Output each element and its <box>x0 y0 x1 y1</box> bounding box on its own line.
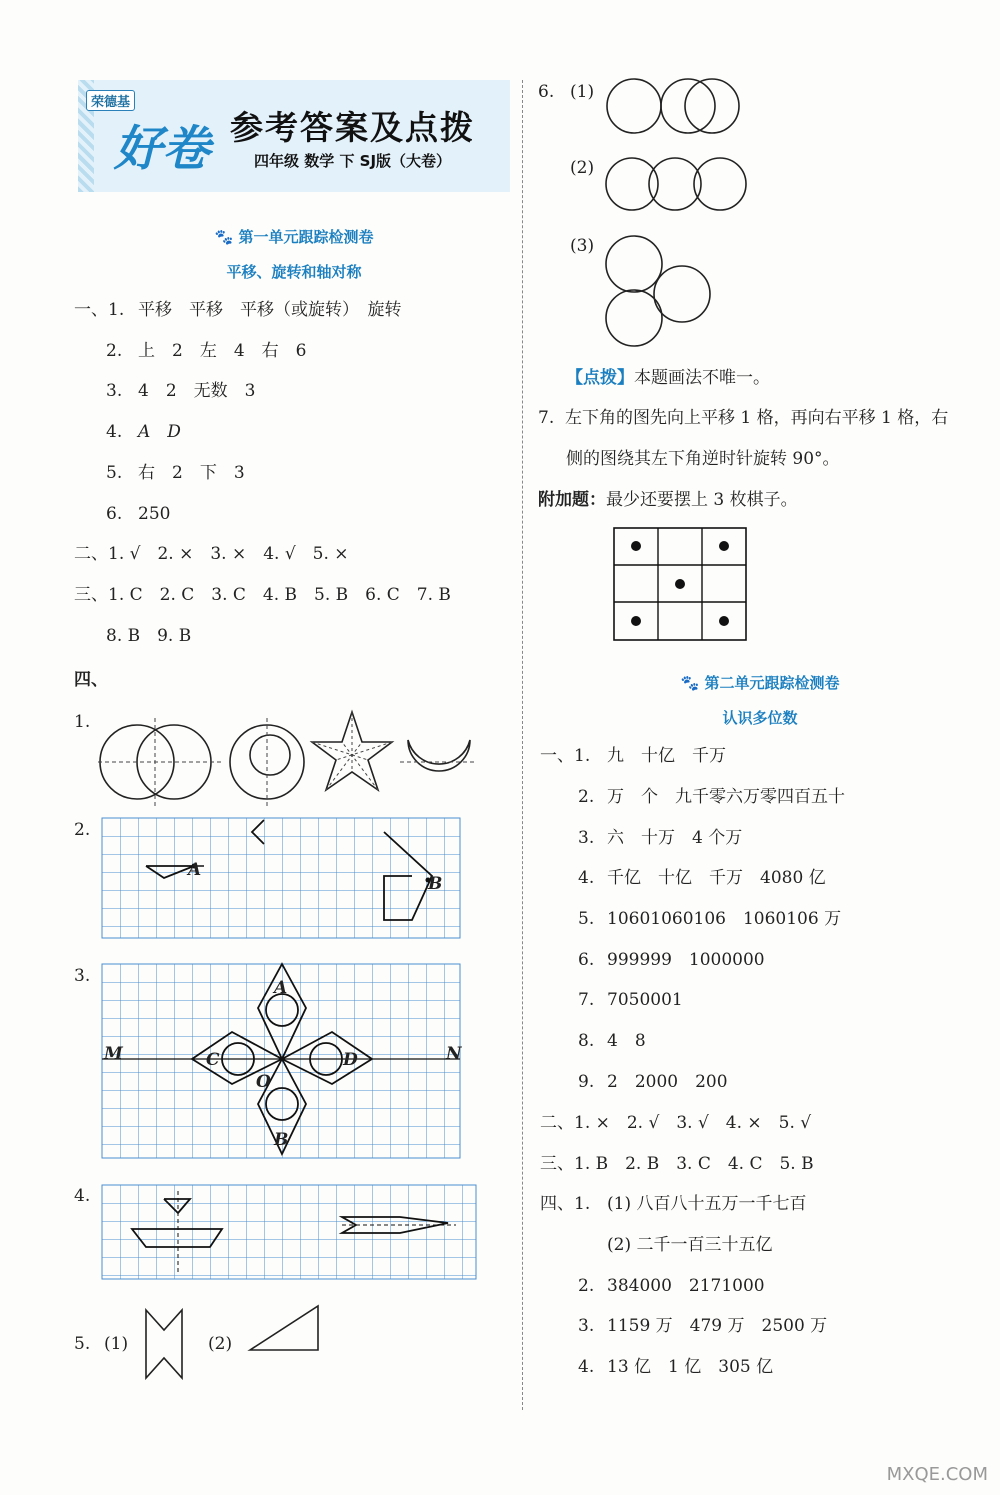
u2-p1-num-1: 一、1. <box>540 746 591 766</box>
u1-q3-label: 3. <box>74 966 91 986</box>
u2-p1-text-7: 7050001 <box>607 990 683 1010</box>
u2-p1-text-6: 999999 1000000 <box>607 950 765 970</box>
u2-part2: 二、1. × 2. √ 3. √ 4. × 5. √ <box>540 1113 812 1133</box>
u2-p1-num-2: 2. <box>578 787 595 807</box>
u2-p4-num-1: 四、1. <box>540 1194 591 1214</box>
unit1-title: 🐾 第一单元跟踪检测卷 <box>214 228 374 246</box>
u1-q4-label: 4. <box>74 1186 91 1206</box>
u1-part4: 四、 <box>74 670 108 690</box>
u2-p4-text-5: 13 亿 1 亿 305 亿 <box>607 1357 774 1377</box>
u1-q5-label: 5. <box>74 1334 91 1354</box>
brand-badge: 荣德基 <box>86 90 135 111</box>
u1-p1-text-4: A D <box>138 422 181 442</box>
q3-point-a: A <box>274 978 288 998</box>
q3-point-o: O <box>256 1072 271 1092</box>
u1-p1-text-1: 平移 平移 平移（或旋转） 旋转 <box>138 300 402 320</box>
u1-part2: 二、1. √ 2. × 3. × 4. √ 5. × <box>74 544 349 564</box>
q7-line1: 7. 左下角的图先向上平移 1 格，再向右平移 1 格，右 <box>538 408 949 428</box>
u1-p1-num-4: 4. <box>106 422 123 442</box>
u2-p1-num-5: 5. <box>578 909 595 929</box>
u2-p1-num-7: 7. <box>578 990 595 1010</box>
q2-point-b: B <box>428 874 443 894</box>
watermark: MXQE.COM <box>886 1464 988 1485</box>
u2-p1-num-8: 8. <box>578 1031 595 1051</box>
u2-p4-text-1: (1) 八百八十五万一千七百 <box>607 1194 807 1214</box>
u2-p1-num-9: 9. <box>578 1072 595 1092</box>
q3-point-b: B <box>274 1130 289 1150</box>
q7-line2: 侧的图绕其左下角逆时针旋转 90°。 <box>566 449 840 469</box>
u2-p1-text-9: 2 2000 200 <box>607 1072 728 1092</box>
u2-p4-text-3: 384000 2171000 <box>607 1276 765 1296</box>
u2-p1-text-2: 万 个 九千零六万零四百五十 <box>607 787 845 807</box>
hint-tag: 【点拨】 <box>566 368 634 388</box>
u2-p1-text-3: 六 十万 4 个万 <box>607 828 743 848</box>
unit2-subtitle: 认识多位数 <box>722 709 798 727</box>
extra-question: 附加题：最少还要摆上 3 枚棋子。 <box>538 490 798 510</box>
u1-p1-num-2: 2. <box>106 341 123 361</box>
q2-point-a: A <box>188 860 202 880</box>
u1-q1-label: 1. <box>74 712 91 732</box>
u1-p1-num-5: 5. <box>106 463 123 483</box>
q6-3-label: (3) <box>570 236 595 256</box>
u1-p1-text-2: 上 2 左 4 右 6 <box>138 341 307 361</box>
unit2-title: 🐾 第二单元跟踪检测卷 <box>680 674 840 692</box>
u1-part3b: 8. B 9. B <box>106 626 192 646</box>
u2-p1-num-3: 3. <box>578 828 595 848</box>
u2-p1-num-6: 6. <box>578 950 595 970</box>
hint-line: 【点拨】本题画法不唯一。 <box>566 368 770 388</box>
u2-p1-text-5: 10601060106 1060106 万 <box>607 909 842 929</box>
q3-point-c: C <box>206 1050 220 1070</box>
u1-part3a: 三、1. C 2. C 3. C 4. B 5. B 6. C 7. B <box>74 585 451 605</box>
u2-p1-num-4: 4. <box>578 868 595 888</box>
u1-p1-num-1: 一、1. <box>74 300 125 320</box>
u2-p4-text-4: 1159 万 479 万 2500 万 <box>607 1316 828 1336</box>
q3-point-d: D <box>343 1050 358 1070</box>
q3-point-m: M <box>104 1044 123 1064</box>
u2-part3: 三、1. B 2. B 3. C 4. C 5. B <box>540 1154 814 1174</box>
u2-p4-text-2: (2) 二千一百三十五亿 <box>607 1235 773 1255</box>
u2-p1-text-4: 千亿 十亿 千万 4080 亿 <box>607 868 826 888</box>
q6-2-label: (2) <box>570 158 595 178</box>
u1-p1-text-3: 4 2 无数 3 <box>138 381 256 401</box>
u1-q5-2: (2) <box>208 1334 233 1354</box>
q3-point-n: N <box>446 1044 462 1064</box>
u1-p1-num-6: 6. <box>106 504 123 524</box>
page-subtitle: 四年级 数学 下 SJ版（大卷） <box>254 152 452 170</box>
u2-p4-num-4: 3. <box>578 1316 595 1336</box>
chess-grid <box>614 528 746 640</box>
paw-icon: 🐾 <box>680 674 705 692</box>
u1-p1-text-5: 右 2 下 3 <box>138 463 245 483</box>
u2-p4-num-3: 2. <box>578 1276 595 1296</box>
q6-1-label: (1) <box>570 82 595 102</box>
q6-label: 6. <box>538 82 555 102</box>
unit1-subtitle: 平移、旋转和轴对称 <box>226 263 362 281</box>
u2-p4-num-5: 4. <box>578 1357 595 1377</box>
logo: 好卷 <box>114 121 211 177</box>
u1-q5-1: (1) <box>104 1334 129 1354</box>
u1-q2-label: 2. <box>74 820 91 840</box>
page-title: 参考答案及点拨 <box>230 108 475 147</box>
u2-p1-text-8: 4 8 <box>607 1031 646 1051</box>
paw-icon: 🐾 <box>214 228 239 246</box>
u2-p1-text-1: 九 十亿 千万 <box>607 746 726 766</box>
u1-p1-text-6: 250 <box>138 504 171 524</box>
u1-p1-num-3: 3. <box>106 381 123 401</box>
